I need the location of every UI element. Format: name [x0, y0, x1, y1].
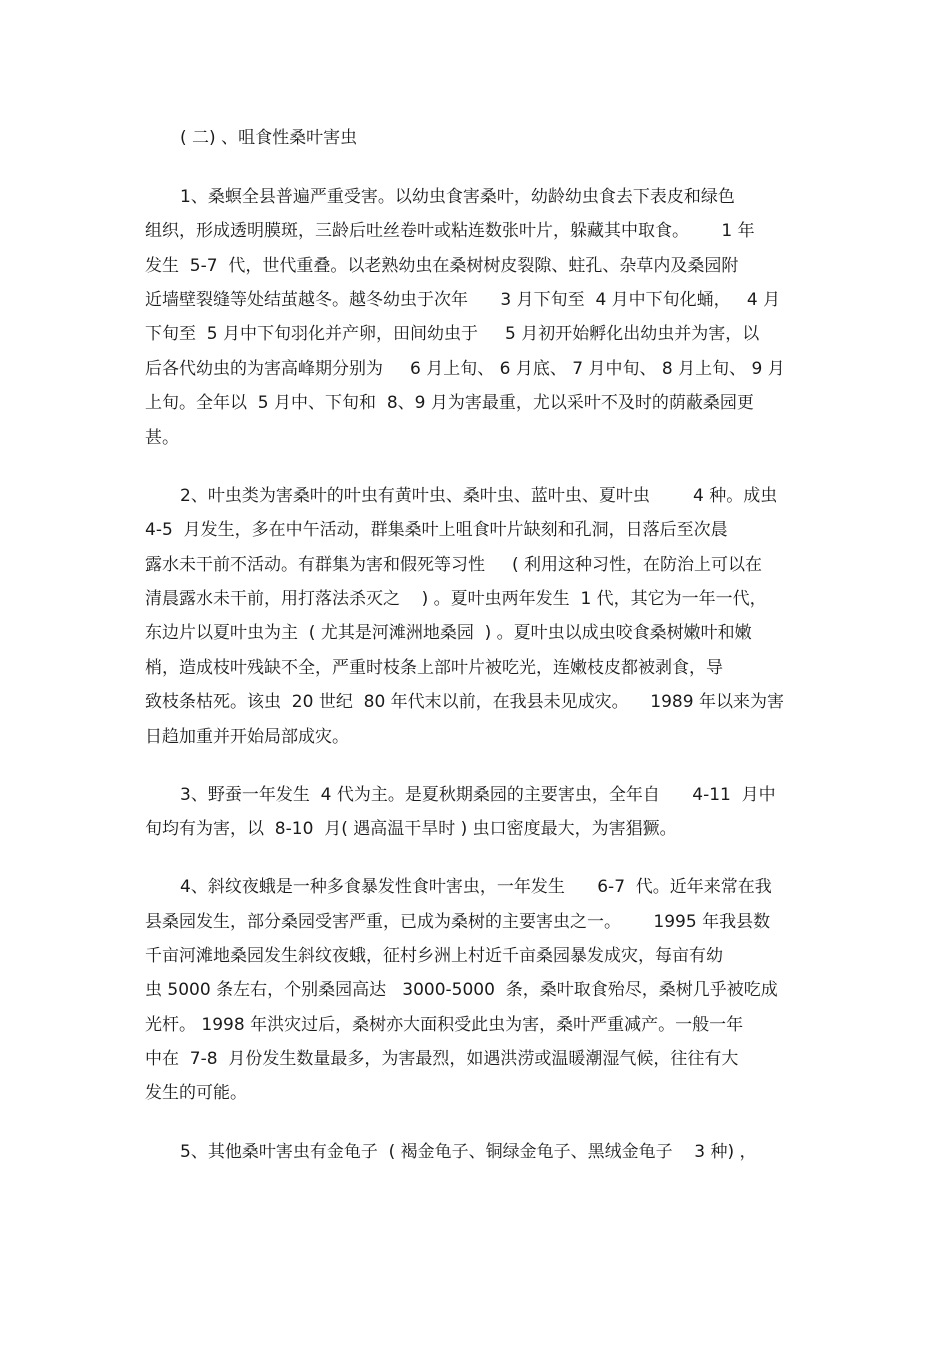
- paragraph-3-line-1: 3、野蚕一年发生 4 代为主。是夏秋期桑园的主要害虫，全年自 4-11 月中: [180, 785, 776, 805]
- paragraph-2-line-1: 2、叶虫类为害桑叶的叶虫有黄叶虫、桑叶虫、蓝叶虫、夏叶虫 4 种。成虫: [180, 486, 778, 506]
- paragraph-4-line-3: 千亩河滩地桑园发生斜纹夜蛾，征村乡洲上村近千亩桑园暴发成灾，每亩有幼: [145, 946, 723, 966]
- paragraph-1-line-4: 近墙壁裂缝等处结茧越冬。越冬幼虫于次年 3 月下旬至 4 月中下旬化蛹， 4 月: [145, 290, 781, 310]
- paragraph-1-line-7: 上旬。全年以 5 月中、下旬和 8、9 月为害最重，尤以采叶不及时的荫蔽桑园更: [145, 393, 754, 413]
- paragraph-1-line-8: 甚。: [145, 428, 179, 448]
- paragraph-2-line-4: 清晨露水未干前，用打落法杀灭之 ) 。夏叶虫两年发生 1 代，其它为一年一代，: [145, 589, 767, 609]
- paragraph-1-line-6: 后各代幼虫的为害高峰期分别为 6 月上旬、 6 月底、 7 月中旬、 8 月上旬、 9 月: [145, 359, 785, 379]
- paragraph-1-line-1: 1、桑螟全县普遍严重受害。以幼虫食害桑叶，幼龄幼虫食去下表皮和绿色: [180, 187, 735, 207]
- paragraph-2-line-2: 4-5 月发生，多在中午活动，群集桑叶上咀食叶片缺刻和孔洞，日落后至次晨: [145, 520, 728, 540]
- paragraph-1-line-3: 发生 5-7 代，世代重叠。以老熟幼虫在桑树树皮裂隙、蛀孔、杂草内及桑园附: [145, 256, 739, 276]
- paragraph-5-line-1: 5、其他桑叶害虫有金龟子 ( 褐金龟子、铜绿金龟子、黑绒金龟子 3 种) ，: [180, 1142, 757, 1162]
- paragraph-2-line-8: 日趋加重并开始局部成灾。: [145, 727, 349, 747]
- paragraph-1-line-2: 组织，形成透明膜斑，三龄后吐丝卷叶或粘连数张叶片，躲藏其中取食。 1 年: [145, 221, 755, 241]
- paragraph-2-line-7: 致枝条枯死。该虫 20 世纪 80 年代末以前，在我县未见成灾。 1989 年以来为害: [145, 692, 784, 712]
- paragraph-1-line-5: 下旬至 5 月中下旬羽化并产卵，田间幼虫于 5 月初开始孵化出幼虫并为害，以: [145, 324, 760, 344]
- paragraph-2-line-3: 露水未干前不活动。有群集为害和假死等习性 ( 利用这种习性，在防治上可以在: [145, 555, 763, 575]
- section-heading: ( 二) 、咀食性桑叶害虫: [180, 128, 358, 148]
- paragraph-4-line-6: 中在 7-8 月份发生数量最多，为害最烈，如遇洪涝或温暖潮湿气候，往往有大: [145, 1049, 739, 1069]
- paragraph-4-line-7: 发生的可能。: [145, 1083, 247, 1103]
- paragraph-2-line-6: 梢，造成枝叶残缺不全，严重时枝条上部叶片被吃光，连嫩枝皮都被剥食，导: [145, 658, 723, 678]
- paragraph-4-line-1: 4、斜纹夜蛾是一种多食暴发性食叶害虫，一年发生 6-7 代。近年来常在我: [180, 877, 772, 897]
- paragraph-4-line-5: 光杆。 1998 年洪灾过后，桑树亦大面积受此虫为害，桑叶严重减产。一般一年: [145, 1015, 744, 1035]
- paragraph-3-line-2: 旬均有为害，以 8-10 月( 遇高温干旱时 ) 虫口密度最大，为害猖獗。: [145, 819, 677, 839]
- paragraph-4-line-4: 虫 5000 条左右，个别桑园高达 3000-5000 条，桑叶取食殆尽，桑树几乎被吃成: [145, 980, 778, 1000]
- paragraph-2-line-5: 东边片以夏叶虫为主 ( 尤其是河滩洲地桑园 ) 。夏叶虫以成虫咬食桑树嫩叶和嫩: [145, 623, 752, 643]
- paragraph-4-line-2: 县桑园发生，部分桑园受害严重，已成为桑树的主要害虫之一。 1995 年我县数: [145, 912, 771, 932]
